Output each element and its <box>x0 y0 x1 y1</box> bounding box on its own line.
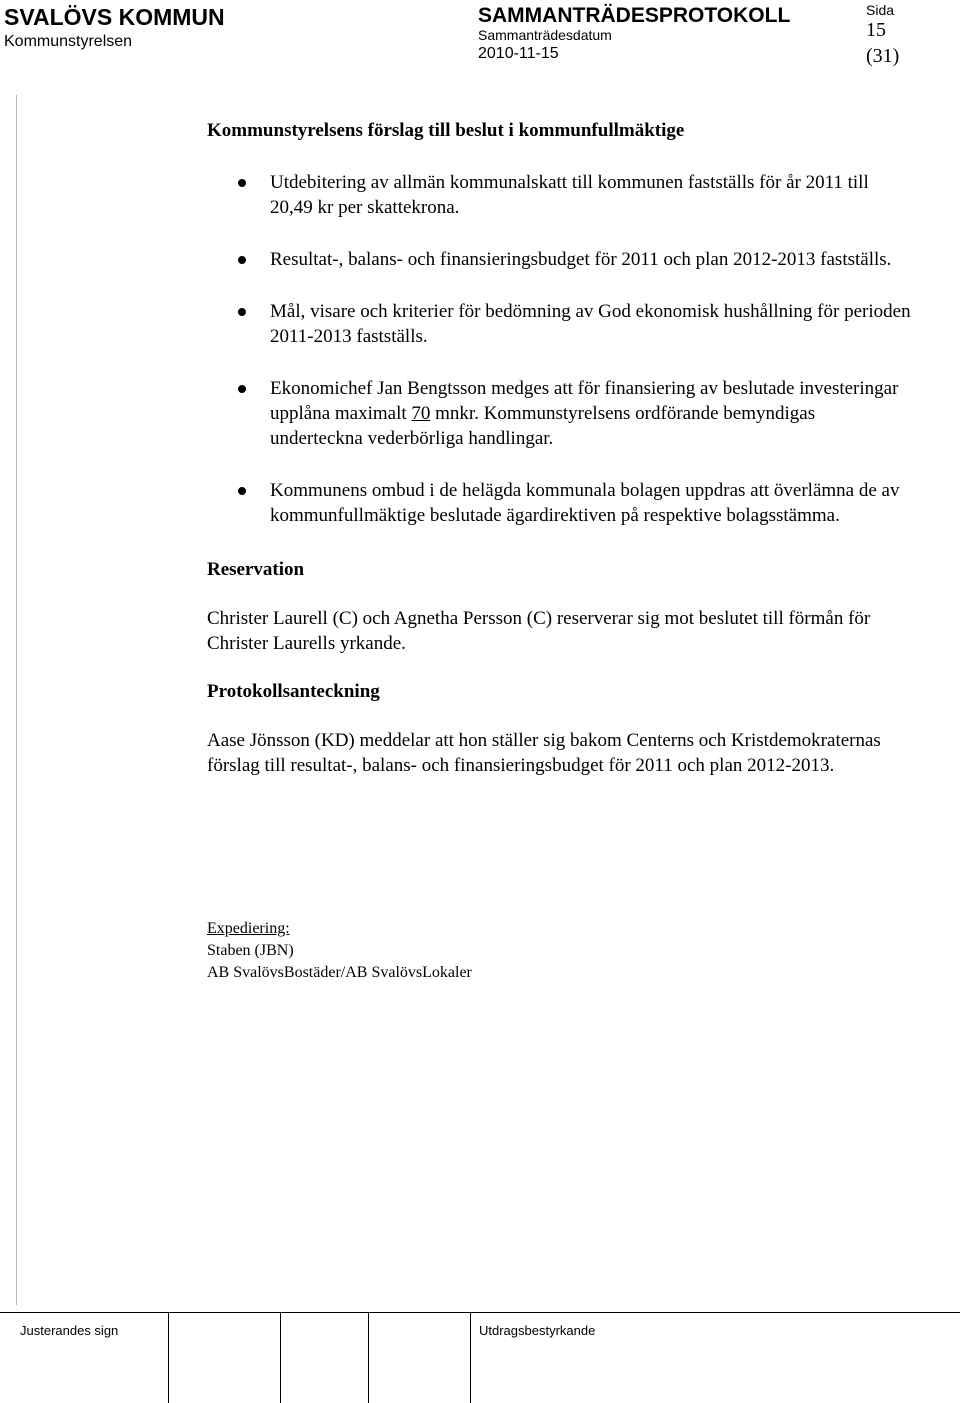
organization-unit: Kommunstyrelsen <box>4 33 133 50</box>
bullet-icon <box>238 385 246 393</box>
meeting-date-value: 2010-11-15 <box>478 45 559 62</box>
proposal-item <box>207 478 912 528</box>
proposal-item-text: Resultat-, balans- och finansieringsbudget för 2011 och plan 2012-2013 fastställs. <box>270 249 892 270</box>
footer-column-divider <box>280 1312 281 1403</box>
loan-amount: 70 <box>411 403 431 424</box>
reservation-heading: Reservation <box>207 559 305 580</box>
proposal-item-text-start: Ekonomichef Jan Bengtsson medges att för finansiering av beslutade investeringar upplåna maximalt <box>270 378 899 424</box>
page-label: Sida <box>866 2 895 18</box>
footer-column-divider <box>168 1312 169 1403</box>
page-total: (31) <box>866 45 900 67</box>
proposal-item-text: Kommunens ombud i de helägda kommunala bolagen uppdras att överlämna de av kommunfullmäktige beslutade ägardirektiven på respektive bolagsstämma. <box>270 480 900 526</box>
organization-name: SVALÖVS KOMMUN <box>4 4 225 30</box>
proposal-item-text-end: mnkr. Kommunstyrelsens ordförande bemyndigas underteckna vederbörliga handlingar. <box>270 403 816 449</box>
bullet-icon <box>238 179 246 187</box>
dispatch-recipient: Staben (JBN) <box>207 942 294 959</box>
proposal-heading: Kommunstyrelsens förslag till beslut i kommunfullmäktige <box>207 120 685 141</box>
annotation-heading: Protokollsanteckning <box>207 681 380 702</box>
dispatch-recipients <box>207 940 472 984</box>
meeting-date-label: Sammanträdesdatum <box>478 27 612 43</box>
annotation-text: Aase Jönsson (KD) meddelar att hon ställer sig bakom Centerns och Kristdemokraternas förslag till resultat-, balans- och finansieringsbudget för 2011 och plan 2012-2013. <box>207 730 881 776</box>
proposal-item <box>207 247 912 272</box>
dispatch-recipient: AB SvalövsBostäder/AB SvalövsLokaler <box>207 964 472 981</box>
proposal-item <box>207 170 912 220</box>
document-body <box>207 118 912 778</box>
proposal-item-text <box>270 376 912 451</box>
dispatch-label: Expediering: <box>207 920 290 937</box>
bullet-icon <box>238 308 246 316</box>
proposal-item-text: Utdebitering av allmän kommunalskatt till kommunen fastställs för år 2011 till 20,49 kr per skattekrona. <box>270 172 869 218</box>
left-margin-rule <box>16 95 17 1305</box>
dispatch-section <box>207 918 472 984</box>
proposal-item <box>207 376 912 451</box>
extract-certification-label: Utdragsbestyrkande <box>479 1323 596 1338</box>
footer-column-divider <box>368 1312 369 1403</box>
justification-sign-label: Justerandes sign <box>20 1323 119 1338</box>
reservation-text: Christer Laurell (C) och Agnetha Persson (C) reserverar sig mot beslutet till förmån för Christer Laurells yrkande. <box>207 608 871 654</box>
footer-rule <box>0 1312 960 1313</box>
document-title: SAMMANTRÄDESPROTOKOLL <box>478 4 791 27</box>
bullet-icon <box>238 487 246 495</box>
bullet-icon <box>238 256 246 264</box>
proposal-item-text: Mål, visare och kriterier för bedömning av God ekonomisk hushållning för perioden 2011-2013 fastställs. <box>270 301 911 347</box>
proposal-item <box>207 299 912 349</box>
page-number: 15 <box>866 19 886 41</box>
proposal-list <box>207 170 912 528</box>
footer-column-divider <box>470 1312 471 1403</box>
